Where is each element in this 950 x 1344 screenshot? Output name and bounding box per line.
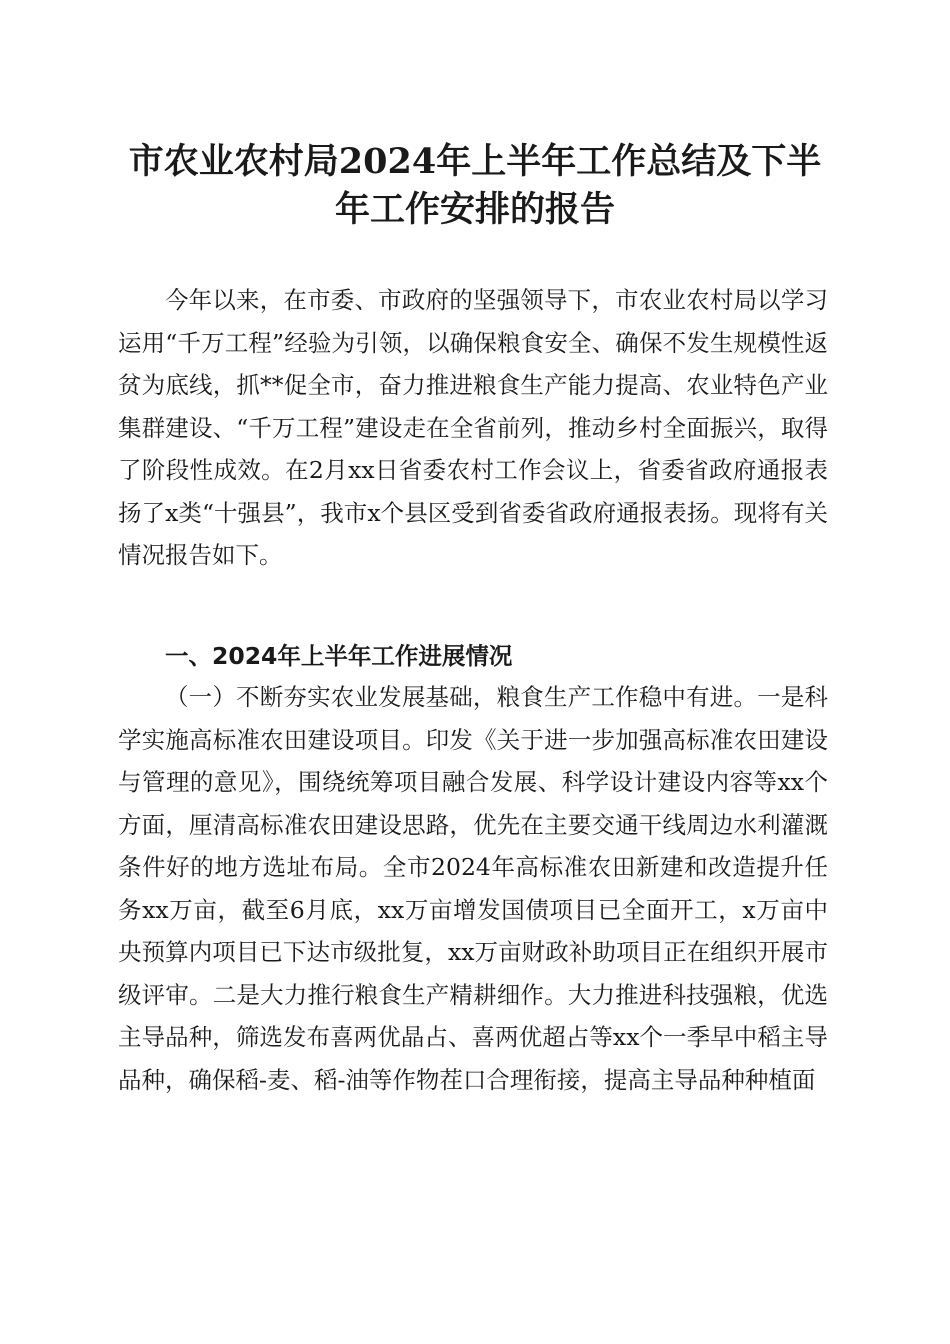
title-line-2: 年工作安排的报告 [334, 189, 615, 230]
section-heading: 一、2024年上半年工作进展情况 [165, 642, 513, 670]
section-paragraph: （一）不断夯实农业发展基础，粮食生产工作稳中有进。一是科学实施高标准农田建设项目。印发《关于进一步加强高标准农田建设与管理的意见》，围绕统筹项目融合发展、科学设计建设内容等xx个方面，厘清高标准农田建设思路，优先在主要交通干线周边水利灌溉条件好的地方选址布局。全市2024年高标准农田新建和改造提升任务xx万亩，截至6月底，xx万亩增发国债项目已全面开工，x万亩中央预算内项目已下达市级批复，xx万亩财政补助项目正在组织开展市级评审。二是大力推行粮食生产精耕细作。大力推进科技强粮，优选主导品种，筛选发布喜两优晶占、喜两优超占等xx个一季早中稻主导品种，确保稻-麦、稻-油等作物茬口合理衔接，提高主导品种种植面 [118, 683, 828, 1094]
intro-paragraph: 今年以来，在市委、市政府的坚强领导下，市农业农村局以学习运用“千万工程”经验为引领，以确保粮食安全、确保不发生规模性返贫为底线，抓**促全市，奋力推进粮食生产能力提高、农业特色产业集群建设、“千万工程”建设走在全省前列，推动乡村全面振兴，取得了阶段性成效。在2月xx日省委农村工作会议上，省委省政府通报表扬了x类“十强县”，我市x个县区受到省委省政府通报表扬。现将有关情况报告如下。 [118, 286, 828, 569]
document-title [100, 138, 850, 234]
title-line-1: 市农业农村局2024年上半年工作总结及下半 [128, 141, 822, 182]
